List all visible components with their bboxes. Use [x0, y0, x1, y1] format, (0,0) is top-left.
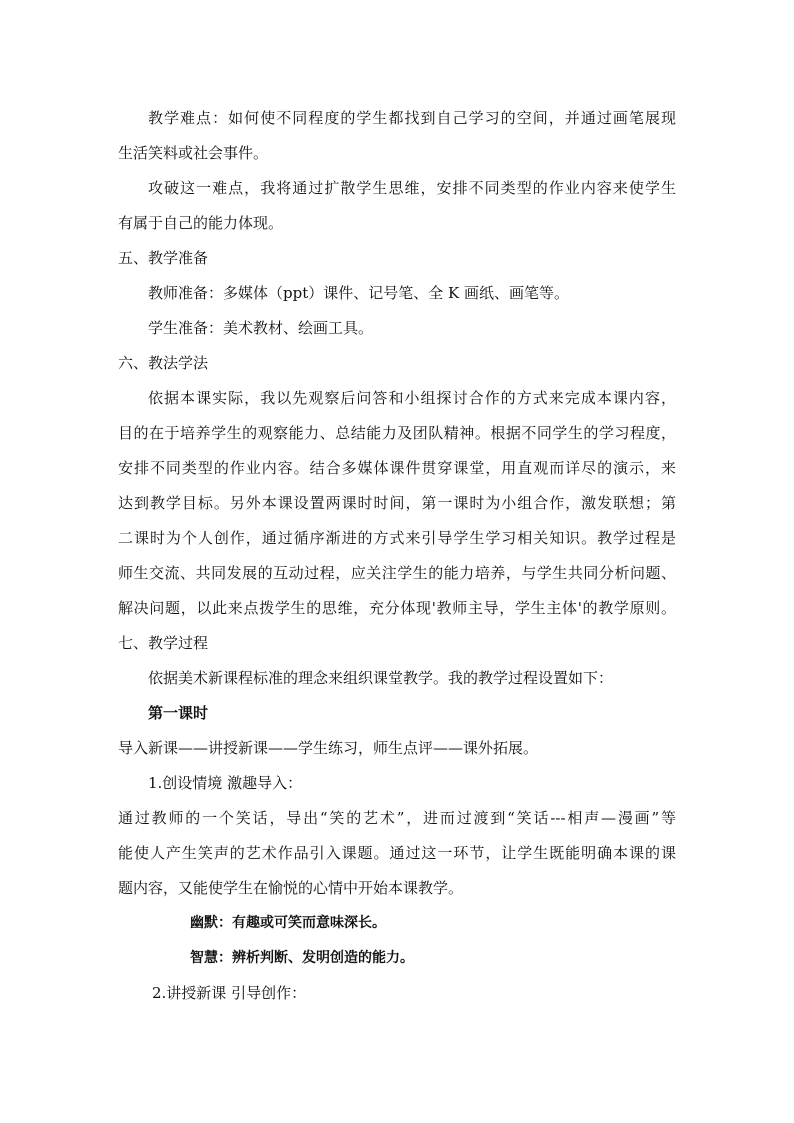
- step-1-line-3: 题内容，又能使学生在愉悦的心情中开始本课教学。: [118, 879, 464, 897]
- method-line-6: 师生交流、共同发展的互动过程，应关注学生的能力培养，与学生共同分析问题、: [118, 564, 676, 582]
- method-line-3: 安排不同类型的作业内容。结合多媒体课件贯穿课堂，用直观而详尽的演示，来: [118, 459, 676, 477]
- lesson-flow: 导入新课——讲授新课——学生练习，师生点评——课外拓展。: [118, 739, 539, 757]
- student-prep: 学生准备：美术教材、绘画工具。: [148, 319, 374, 337]
- definition-humor: 幽默：有趣或可笑而意味深长。: [190, 915, 386, 931]
- step-2-title: 2.讲授新课 引导创作：: [152, 984, 307, 1002]
- overcome-line-2: 有属于自己的能力体现。: [118, 214, 284, 232]
- lesson-1-title: 第一课时: [148, 704, 209, 722]
- method-line-7: 解决问题，以此来点拨学生的思维，充分体现'教师主导，学生主体'的教学原则。: [118, 599, 676, 617]
- difficulty-line-1: 教学难点：如何使不同程度的学生都找到自己学习的空间，并通过画笔展现: [148, 109, 676, 127]
- step-1-line-2: 能使人产生笑声的艺术作品引入课题。通过这一环节，让学生既能明确本课的课: [118, 844, 676, 862]
- section-6-heading: 六、教法学法: [118, 354, 209, 372]
- method-line-4: 达到教学目标。另外本课设置两课时时间，第一课时为小组合作，激发联想；第: [118, 494, 676, 512]
- step-1-title: 1.创设情境 激趣导入：: [148, 774, 303, 792]
- difficulty-line-2: 生活笑料或社会事件。: [118, 144, 269, 162]
- method-line-2: 目的在于培养学生的观察能力、总结能力及团队精神。根据不同学生的学习程度，: [118, 424, 676, 442]
- method-line-1: 依据本课实际，我以先观察后问答和小组探讨合作的方式来完成本课内容，: [148, 389, 676, 407]
- definition-wisdom: 智慧：辨析判断、发明创造的能力。: [190, 950, 414, 966]
- section-7-heading: 七、教学过程: [118, 634, 209, 652]
- section-5-heading: 五、教学准备: [118, 249, 209, 267]
- method-line-5: 二课时为个人创作，通过循序渐进的方式来引导学生学习相关知识。教学过程是: [118, 529, 676, 547]
- teacher-prep: 教师准备：多媒体（ppt）课件、记号笔、全 K 画纸、画笔等。: [148, 284, 569, 302]
- step-1-line-1: 通过教师的一个笑话，导出“笑的艺术”，进而过渡到“笑话---相声—漫画”等: [118, 809, 676, 827]
- overcome-line-1: 攻破这一难点，我将通过扩散学生思维，安排不同类型的作业内容来使学生: [148, 179, 676, 197]
- process-intro: 依据美术新课程标准的理念来组织课堂教学。我的教学过程设置如下：: [148, 669, 614, 687]
